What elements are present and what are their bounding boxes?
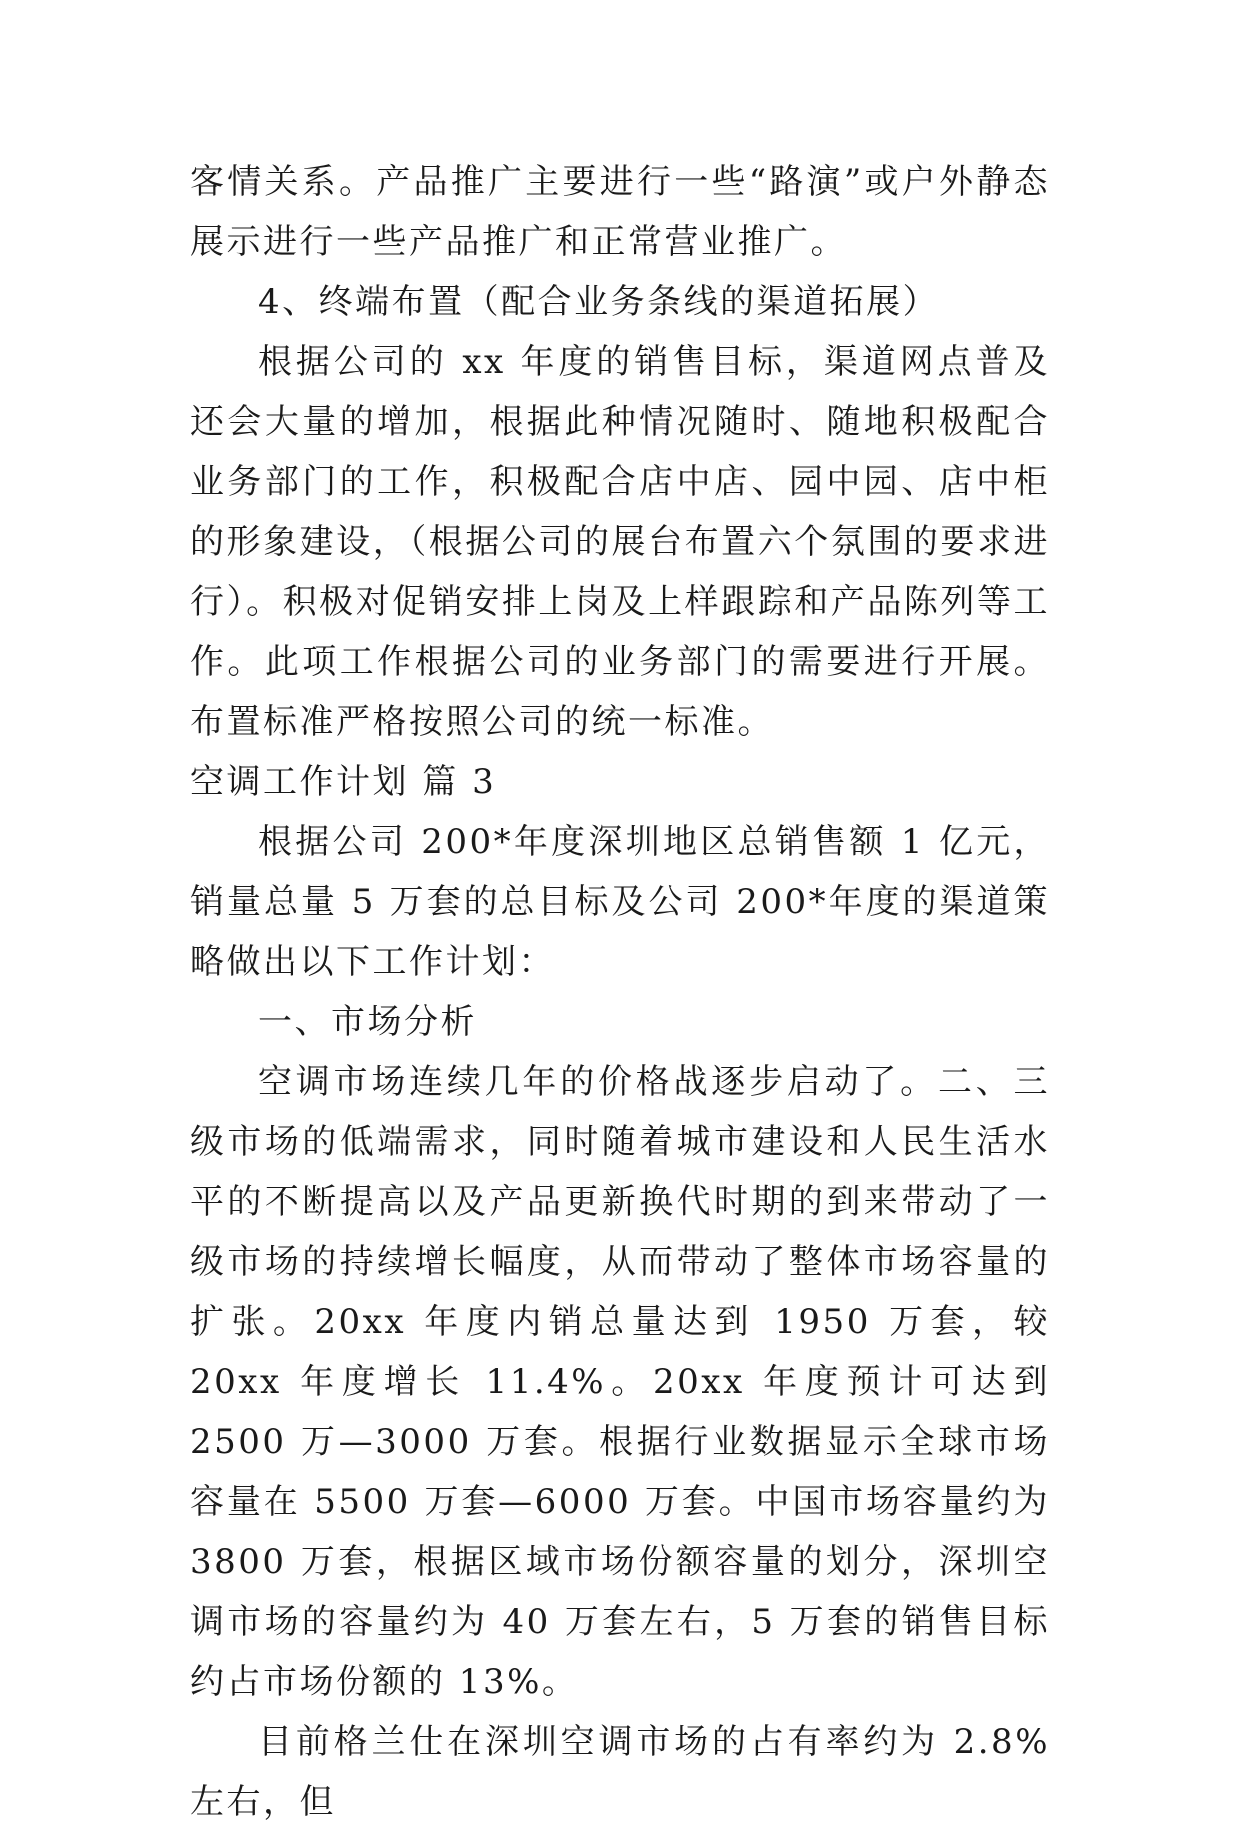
paragraph-terminal-layout: 根据公司的 xx 年度的销售目标，渠道网点普及还会大量的增加，根据此种情况随时、随地积极配合业务部门的工作，积极配合店中店、园中园、店中柜的形象建设，（根据公司的展台布置六个氛围的要求进行）。积极对促销安排上岗及上样跟踪和产品陈列等工作。此项工作根据公司的业务部门的需要进行开展。布置标准严格按照公司的统一标准。 — [190, 342, 1050, 742]
paragraph-market-analysis: 空调市场连续几年的价格战逐步启动了。二、三级市场的低端需求，同时随着城市建设和人民生活水平的不断提高以及产品更新换代时期的到来带动了一级市场的持续增长幅度，从而带动了整体市场容量的扩张。20xx 年度内销总量达到 1950 万套，较 20xx 年度增长 11.4%。20xx 年度预计可达到 2500 万—3000 万套。根据行业数据显示全球市场容量在 5500 万套—6000 万套。中国市场容量约为 3800 万套，根据区域市场份额容量的划分，深圳空调市场的容量约为 40 万套左右，5 万套的销售目标约占市场份额的 13%。 — [190, 1062, 1050, 1702]
section-heading-market-analysis: 一、市场分析 — [258, 1002, 477, 1042]
document-title-plan-3: 空调工作计划 篇 3 — [190, 762, 497, 802]
document-body — [190, 152, 1050, 1832]
paragraph-customer-relations: 客情关系。产品推广主要进行一些“路演”或户外静态展示进行一些产品推广和正常营业推广。 — [190, 162, 1050, 262]
section-heading-terminal-layout: 4、终端布置（配合业务条线的渠道拓展） — [258, 282, 940, 322]
paragraph-sales-target: 根据公司 200*年度深圳地区总销售额 1 亿元，销量总量 5 万套的总目标及公司 200*年度的渠道策略做出以下工作计划： — [190, 822, 1050, 982]
paragraph-market-share: 目前格兰仕在深圳空调市场的占有率约为 2.8%左右，但 — [190, 1722, 1050, 1822]
